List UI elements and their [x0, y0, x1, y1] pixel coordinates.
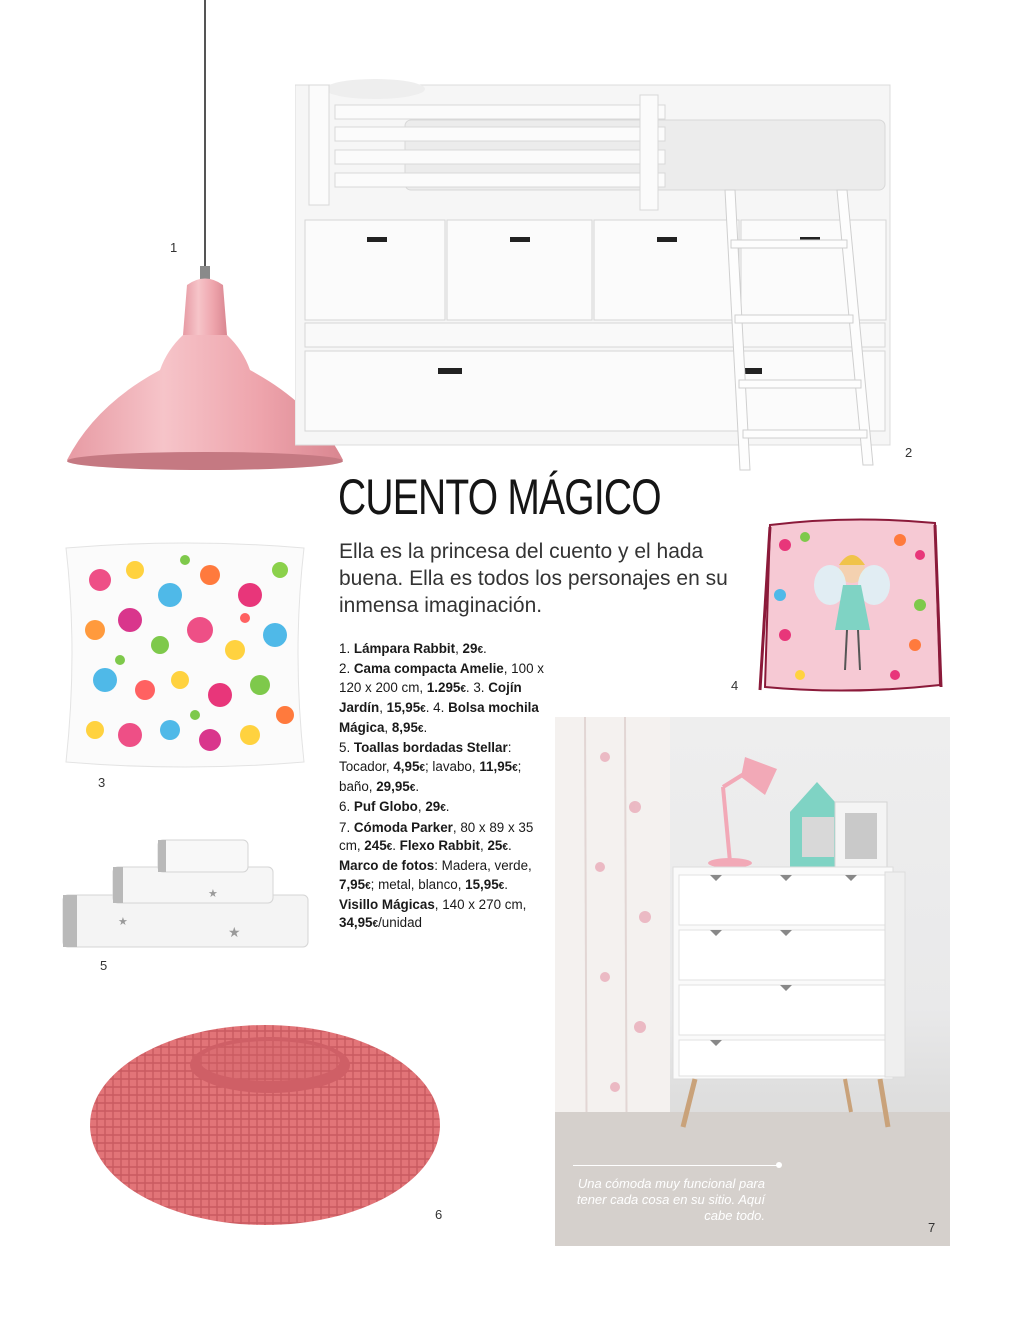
product-list-segment: 1.: [339, 641, 354, 656]
product-list-segment: 6.: [339, 799, 354, 815]
product-list-segment: 7,95: [339, 876, 366, 892]
product-list-segment: ,: [455, 641, 463, 656]
towels-illustration: [58, 835, 318, 950]
product-list-segment: Bolsa mochila Mágica: [339, 699, 539, 736]
product-list-segment: 7.: [339, 819, 354, 835]
product-list-segment: ,: [379, 699, 387, 715]
product-list-segment: Visillo Mágicas: [339, 896, 435, 912]
product-list-segment: €: [409, 783, 416, 795]
product-list-segment: . 4.: [425, 699, 449, 715]
product-list-segment: 25: [487, 837, 503, 853]
product-list-segment: , 140 x 270 cm,: [434, 896, 527, 912]
product-list-segment: 245: [364, 837, 387, 853]
item-number-bag: 4: [731, 678, 739, 693]
item-number-lamp: 1: [170, 240, 178, 255]
product-list-segment: /unidad: [378, 915, 423, 931]
product-list-segment: Cojín Jardín: [339, 679, 522, 715]
pouf-image: [85, 995, 445, 1230]
item-number-pouf: 6: [435, 1207, 443, 1222]
product-list-segment: €: [440, 803, 446, 815]
product-list-segment: €: [477, 645, 484, 656]
product-list-segment: 4,95: [393, 758, 420, 774]
product-list-segment: 11,95: [479, 758, 513, 774]
product-list-segment: .: [507, 837, 512, 853]
svg-text:★: ★: [118, 915, 128, 928]
item-number-bed: 2: [905, 445, 913, 460]
product-list-segment: 1.295: [426, 679, 461, 695]
product-list-segment: €: [502, 841, 508, 853]
cushion-image: [60, 540, 310, 770]
product-list-segment: .: [445, 799, 450, 815]
product-list-segment: Flexo Rabbit: [399, 837, 481, 853]
product-list-segment: Cómoda Parker: [353, 819, 453, 835]
product-list-segment: ,: [417, 799, 426, 815]
product-list-segment: €: [512, 762, 518, 774]
product-list-segment: Cama compacta Amelie: [353, 661, 504, 677]
product-list-segment: 8,95: [391, 720, 418, 736]
product-list: [339, 640, 549, 934]
article-intro: Ella es la princesa del cuento y el hada buena. Ella es todos los personajes en su inmensa imaginación.: [339, 540, 728, 617]
product-list-segment: €: [498, 880, 505, 892]
dresser-room-photo: [555, 717, 950, 1246]
product-list-segment: €: [386, 841, 393, 853]
product-list-segment: ; baño,: [339, 758, 522, 795]
product-list-segment: 5.: [339, 740, 354, 756]
product-list-segment: 15,95: [465, 876, 499, 892]
product-list-segment: €: [460, 683, 466, 695]
product-list-segment: , 100 x 120 x 200 cm,: [339, 661, 544, 695]
svg-text:★: ★: [228, 925, 241, 941]
photo-caption: Una cómoda muy funcional para tener cada cosa en su sitio. Aquí cabe todo.: [576, 1176, 765, 1223]
bed-illustration: [295, 75, 895, 475]
product-list-segment: 29,95: [376, 779, 410, 795]
product-list-segment: . 3.: [465, 679, 489, 695]
product-list-segment: .: [483, 641, 487, 656]
item-number-cushion: 3: [98, 775, 106, 790]
product-list-segment: Toallas bordadas Stellar: [353, 740, 508, 756]
item-number-towels: 5: [100, 958, 108, 973]
product-list-segment: €: [365, 880, 371, 892]
product-list-segment: Puf Globo: [353, 799, 418, 815]
product-list-segment: .: [392, 837, 400, 853]
cushion-illustration: [60, 540, 310, 770]
product-list-segment: ; metal, blanco,: [370, 876, 466, 892]
product-list-segment: ; lavabo,: [424, 758, 480, 774]
product-list-segment: : Tocador,: [339, 740, 512, 774]
product-list-segment: .: [415, 779, 420, 795]
product-list-segment: 34,95: [339, 915, 373, 931]
product-list-segment: : Madera, verde,: [434, 858, 532, 874]
product-list-segment: 2.: [339, 661, 354, 677]
item-number-dresser: 7: [928, 1220, 936, 1235]
dresser-room-illustration: [555, 717, 950, 1246]
article-title: CUENTO MÁGICO: [338, 469, 661, 525]
product-list-segment: €: [419, 762, 425, 774]
product-list-segment: Lámpara Rabbit: [353, 641, 456, 656]
product-list-segment: 15,95: [386, 699, 421, 715]
product-list-segment: €: [417, 724, 424, 736]
towels-image: [58, 835, 318, 950]
bed-image: [295, 75, 895, 475]
bag-illustration: [755, 515, 945, 700]
product-list-segment: ,: [384, 720, 392, 736]
product-list-segment: €: [420, 703, 426, 715]
product-list-segment: , 80 x 89 x 35 cm,: [339, 819, 534, 853]
product-list-segment: ,: [480, 837, 488, 853]
product-list-segment: Marco de fotos: [339, 858, 435, 874]
product-list-segment: 29: [425, 799, 441, 815]
caption-pointer-dot: [776, 1162, 782, 1168]
caption-pointer-line: [573, 1165, 778, 1166]
svg-text:★: ★: [208, 887, 218, 900]
pouf-illustration: [85, 995, 445, 1230]
product-list-segment: .: [504, 876, 508, 892]
product-list-segment: €: [372, 919, 379, 931]
product-list-segment: 29: [462, 641, 478, 656]
bag-image: [755, 515, 945, 700]
product-list-segment: .: [423, 720, 428, 736]
